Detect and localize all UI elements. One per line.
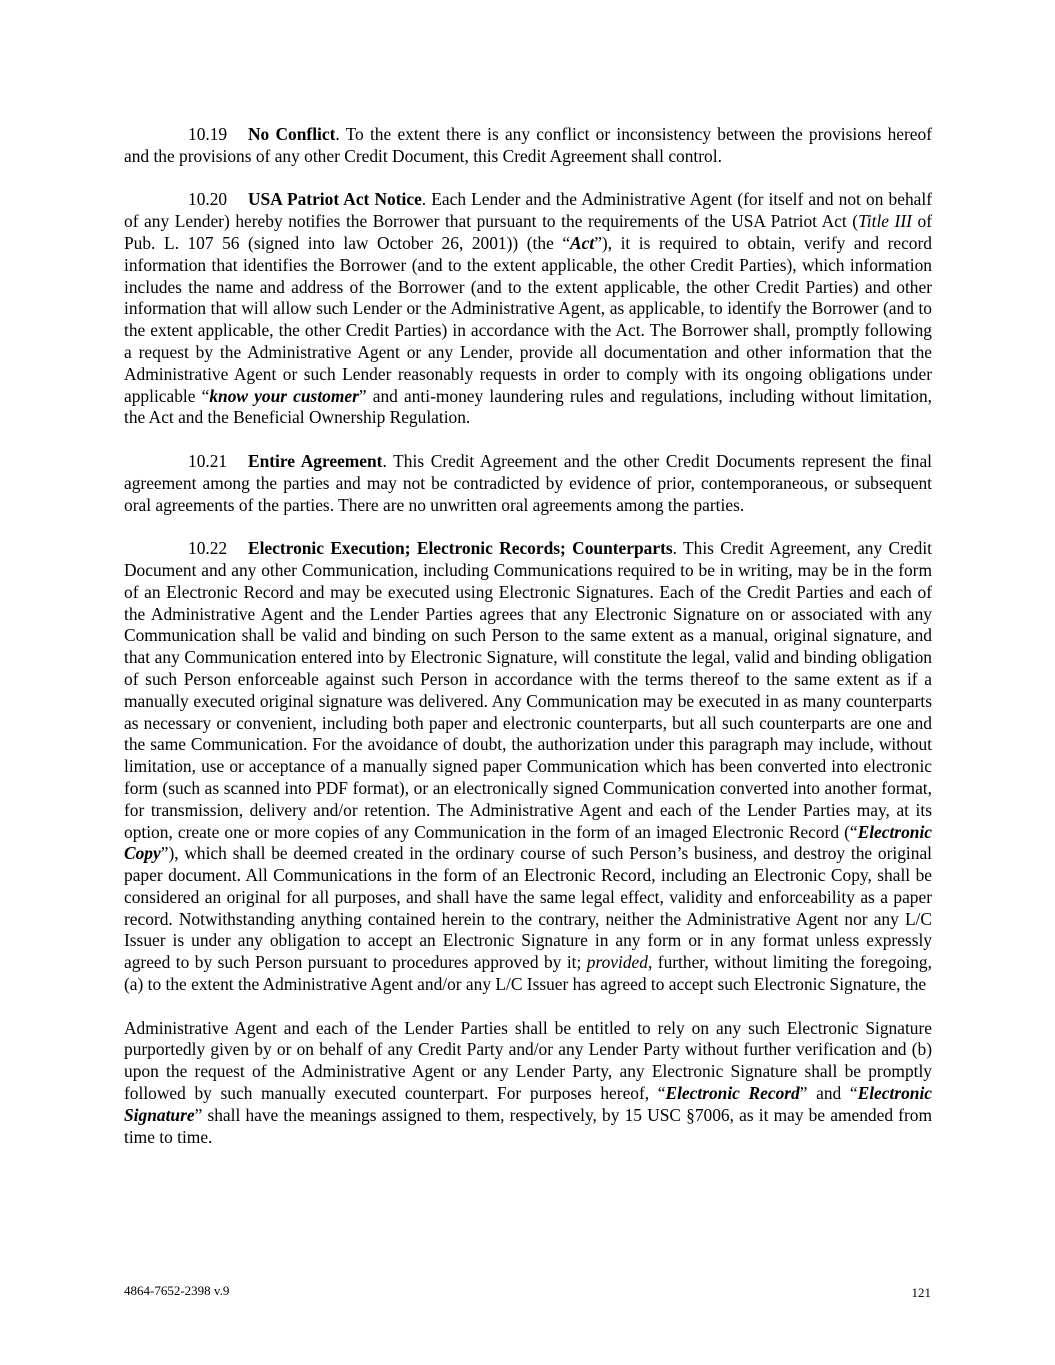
defined-term: Electronic Signature (124, 1083, 933, 1125)
section-heading: USA Patriot Act Notice (248, 189, 422, 210)
defined-term: know your customer (209, 385, 359, 406)
section-10-20 (124, 189, 932, 429)
section-text: , further, without limiting the foregoing, (a) to the extent the Administrative Agent and/or any L/C Issuer has agreed to accept such Electronic Signature, the (124, 952, 932, 995)
footer-page-number: 121 (911, 1285, 931, 1300)
section-text: . Each Lender and the Administrative Agent (for itself and not on behalf of any Lender) hereby notifies the Borrower that pursuant to the requirements of the USA Patriot Act ( (124, 189, 932, 232)
section-heading: No Conflict (248, 124, 336, 144)
section-text: ”), which shall be deemed created in the ordinary course of such Person’s business, and destroy the original paper document. All Communications in the form of an Electronic Record, including an Electronic Copy, shall be considered an original for all purposes, and shall have the same legal effect, validity and enforceability as a paper record. Notwithstanding anything contained herein to the contrary, neither the Administrative Agent nor any L/C Issuer is under any obligation to accept an Electronic Signature in any form or in any format unless expressly agreed to by such Person pursuant to procedures approved by it; (124, 843, 932, 973)
section-text: Administrative Agent and each of the Lender Parties shall be entitled to rely on any such Electronic Signature purportedly given by or on behalf of any Credit Party and/or any Lender Party without further verification and (b) upon the request of the Administrative Agent or any Lender Party, any Electronic Signature shall be promptly followed by such manually executed counterpart. For purposes hereof, “ (124, 1017, 932, 1104)
section-10-22 (124, 538, 932, 996)
section-10-21 (124, 451, 932, 516)
section-number: 10.22 (188, 538, 228, 559)
italic-term: provided (586, 952, 648, 973)
defined-term: Electronic Copy (124, 821, 932, 864)
italic-term: Title III (858, 211, 912, 232)
section-number: 10.19 (188, 124, 228, 144)
section-text: . This Credit Agreement, any Credit Document and any other Communication, including Communications required to be in writing, may be in the form of an Electronic Record and may be executed using Electronic Signatures. Each of the Credit Parties and each of the Administrative Agent and the Lender Parties agrees that any Electronic Signature on or associated with any Communication shall be valid and binding on such Person to the same extent as a manual, original signature, and that any Communication entered into by Electronic Signature, will constitute the legal, valid and binding obligation of such Person enforceable against such Person in accordance with the terms thereof to the same extent as if a manually executed original signature was delivered. Any Communication may be executed in as many counterparts as necessary or convenient, including both paper and electronic counterparts, but all such counterparts are one and the same Communication. For the avoidance of doubt, the authorization under this paragraph may include, without limitation, use or acceptance of a manually signed paper Communication which has been converted into electronic form (such as scanned into PDF format), or an electronically signed Communication converted into another format, for transmission, delivery and/or retention. The Administrative Agent and each of the Lender Parties may, at its option, create one or more copies of any Communication in the form of an imaged Electronic Record (“ (124, 538, 932, 842)
section-10-22-continuation (124, 1018, 932, 1149)
section-text: ” and “ (799, 1083, 858, 1104)
document-page (124, 124, 932, 1170)
section-text: ” shall have the meanings assigned to them, respectively, by 15 USC §7006, as it may be amended from time to time. (124, 1104, 932, 1147)
footer-doc-id: 4864-7652-2398 v.9 (124, 1283, 230, 1298)
section-heading: Entire Agreement (248, 450, 383, 471)
section-text: of Pub. L. 107 56 (signed into law October 26, 2001)) (the “ (124, 211, 932, 253)
section-heading: Electronic Execution; Electronic Records; Counterparts (248, 538, 673, 559)
section-text: . To the extent there is any conflict or inconsistency between the provisions hereof and the provisions of any other Credit Document, this Credit Agreement shall control. (124, 124, 932, 166)
section-number: 10.21 (188, 450, 228, 471)
section-text: ” and anti-money laundering rules and regulations, including without limitation, the Act and the Beneficial Ownership Regulation. (124, 385, 932, 428)
section-text: . This Credit Agreement and the other Credit Documents represent the final agreement among the parties and may not be contradicted by evidence of prior, contemporaneous, or subsequent oral agreements of the parties. There are no unwritten oral agreements among the parties. (124, 450, 932, 515)
defined-term: Act (570, 232, 595, 253)
section-number: 10.20 (188, 189, 228, 210)
section-text: ”), it is required to obtain, verify and record information that identifies the Borrower (and to the extent applicable, the other Credit Parties), which information includes the name and address of the Borrower (and to the extent applicable, the other Credit Parties) and other information that will allow such Lender or the Administrative Agent, as applicable, to identify the Borrower (and to the extent applicable, the other Credit Parties) in accordance with the Act. The Borrower shall, promptly following a request by the Administrative Agent or any Lender, provide all documentation and other information that the Administrative Agent or such Lender reasonably requests in order to comply with its ongoing obligations under applicable “ (124, 232, 932, 406)
defined-term: Electronic Record (665, 1083, 800, 1104)
section-10-19 (124, 124, 932, 168)
